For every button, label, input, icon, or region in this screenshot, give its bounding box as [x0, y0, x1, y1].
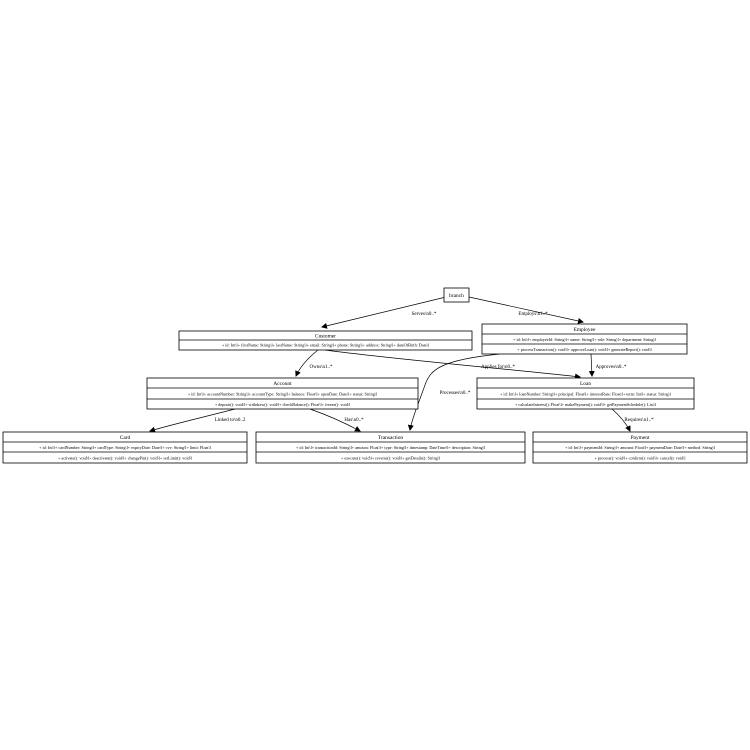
node-payment-title: Payment	[630, 435, 650, 441]
node-card-title: Card	[119, 435, 131, 441]
node-loan-methods: + calculateInterest(): Float\l+ makePayment(): void\l+ getPaymentSchedule(): List\l	[514, 402, 657, 407]
node-loan-title: Loan	[579, 381, 592, 387]
node-account-attributes: + id: Int\l+ accountNumber: String\l+ accountType: String\l+ balance: Float\l+ openDate: Date\l+ status: String\l	[187, 391, 378, 397]
edge-label-employee-transaction: Processes\n0..*	[439, 391, 471, 396]
edges	[150, 297, 630, 431]
edge-label-loan-payment: Requires\n1..*	[624, 418, 654, 423]
edge-label-customer-loan: Applies for\n0..*	[480, 365, 516, 370]
node-branch-title: branch	[449, 293, 464, 299]
node-branch	[444, 288, 469, 302]
edge-label-employee-loan: Approves\n0..*	[595, 365, 627, 370]
node-card	[3, 432, 247, 463]
node-customer	[179, 331, 472, 350]
node-employee-attributes: + id: Int\l+ employeeId: String\l+ name: String\l+ role: String\l+ department: String\l	[513, 337, 656, 342]
edge-branch-employee	[469, 297, 583, 322]
edge-customer-account	[296, 350, 318, 376]
edge-label-branch-employee: Employs\n1..*	[518, 312, 548, 317]
node-transaction-attributes: + id: Int\l+ transactionId: String\l+ amount: Float\l+ type: String\l+ timestamp: DateTime\l+ description: String\l	[295, 445, 486, 450]
node-payment-methods: + process(): void\l+ confirm(): void\l+ cancel(): void\l	[594, 455, 686, 461]
node-card-attributes: + id: Int\l+ cardNumber: String\l+ cardType: String\l+ expiryDate: Date\l+ cvv: String\l+ limit: Float\l	[39, 445, 211, 450]
node-employee	[482, 324, 687, 354]
node-customer-attributes: + id: Int\l+ firstName: String\l+ lastName: String\l+ email: String\l+ phone: String\l+ address: String\l+ dateOfBirth: Date\l	[221, 342, 430, 348]
node-loan-attributes: + id: Int\l+ loanNumber: String\l+ principal: Float\l+ interestRate: Float\l+ term: Int\l+ status: String\l	[500, 391, 671, 397]
edge-label-account-card: Linked to\n0..2	[214, 418, 246, 423]
node-account-methods: + deposit(): void\l+ withdraw(): void\l+ checkBalance(): Float\l+ freeze(): void\l	[214, 402, 351, 407]
node-account	[147, 378, 418, 409]
node-employee-title: Employee	[573, 327, 596, 333]
edge-label-branch-customer: Serves\n0..*	[411, 312, 437, 317]
node-loan	[477, 378, 694, 409]
node-account-title: Account	[273, 381, 292, 387]
edge-label-account-transaction: Has\n0..*	[344, 418, 364, 423]
node-transaction-title: Transaction	[377, 435, 404, 441]
node-payment-attributes: + id: Int\l+ paymentId: String\l+ amount: Float\l+ paymentDate: Date\l+ method: String\l	[565, 445, 715, 450]
node-customer-title: Customer	[315, 333, 336, 340]
node-payment	[533, 432, 747, 463]
edge-employee-loan	[591, 354, 592, 376]
node-transaction-methods: + execute(): void\l+ reverse(): void\l+ getDetails(): String\l	[340, 455, 441, 461]
node-card-methods: + activate(): void\l+ deactivate(): void\l+ changePin(): void\l+ setLimit(): void\l	[57, 455, 193, 461]
node-employee-methods: + processTransaction(): void\l+ approveLoan(): void\l+ generateReport(): void\l	[517, 347, 652, 352]
node-transaction	[256, 432, 525, 463]
edge-label-customer-account: Owns\n1..*	[309, 365, 333, 370]
